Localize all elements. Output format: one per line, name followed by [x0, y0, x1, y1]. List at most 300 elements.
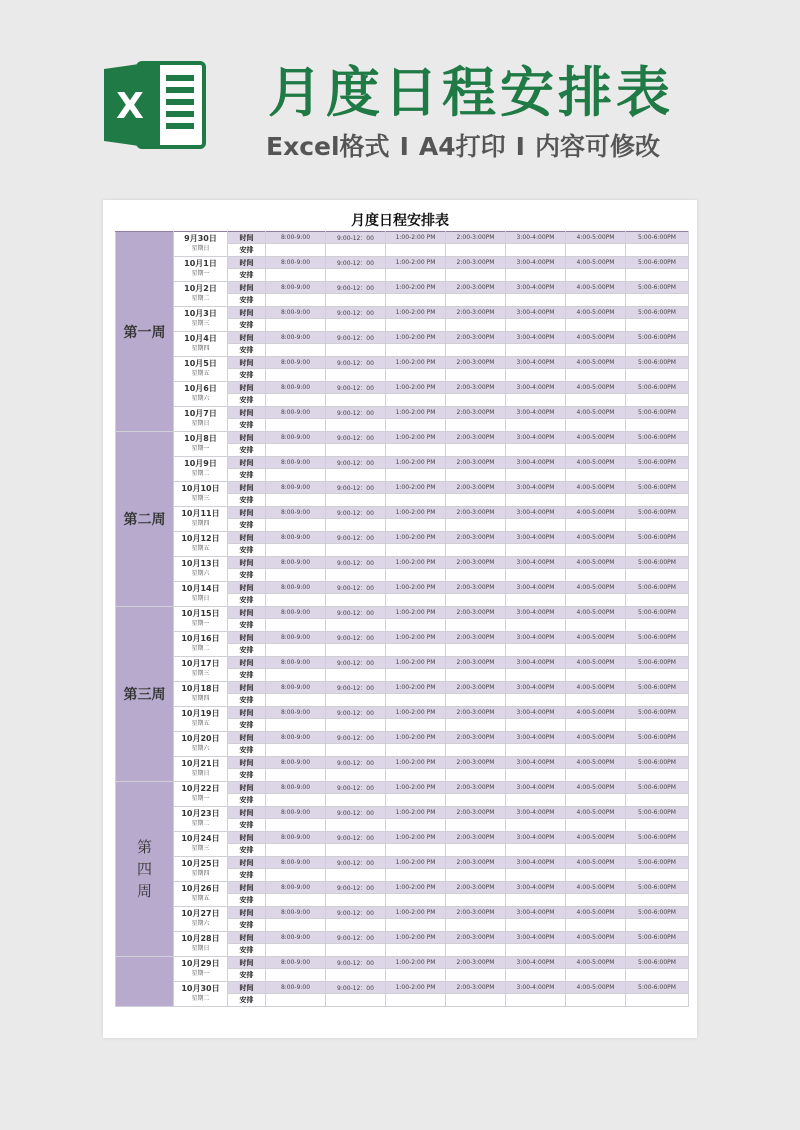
- plan-cell[interactable]: [626, 694, 689, 707]
- plan-cell[interactable]: [446, 319, 506, 332]
- plan-cell[interactable]: [326, 569, 386, 582]
- plan-cell[interactable]: [326, 269, 386, 282]
- plan-cell[interactable]: [506, 594, 566, 607]
- plan-cell[interactable]: [566, 769, 626, 782]
- time-slot-cell: 1:00-2:00 PM: [386, 357, 446, 369]
- plan-cell[interactable]: [506, 344, 566, 357]
- time-slot-cell: 5:00-6:00PM: [626, 307, 689, 319]
- plan-cell[interactable]: [386, 494, 446, 507]
- date-cell: [174, 357, 228, 382]
- plan-cell[interactable]: [446, 769, 506, 782]
- time-slot-cell: 5:00-6:00PM: [626, 832, 689, 844]
- plan-cell[interactable]: [266, 944, 326, 957]
- plan-cell[interactable]: [566, 794, 626, 807]
- plan-cell[interactable]: [266, 994, 326, 1007]
- date-text: 10月13日: [181, 559, 220, 568]
- plan-cell[interactable]: [506, 969, 566, 982]
- plan-cell[interactable]: [326, 994, 386, 1007]
- plan-cell[interactable]: [446, 294, 506, 307]
- time-label: 时间: [228, 882, 266, 894]
- time-slot-cell: 9:00-12：00: [326, 682, 386, 694]
- plan-cell[interactable]: [626, 644, 689, 657]
- plan-cell[interactable]: [566, 344, 626, 357]
- plan-cell[interactable]: [626, 394, 689, 407]
- time-slot-cell: 1:00-2:00 PM: [386, 282, 446, 294]
- plan-cell[interactable]: [386, 544, 446, 557]
- weekday-text: 星期五: [191, 720, 210, 727]
- time-slot-cell: 4:00-5:00PM: [566, 707, 626, 719]
- plan-cell[interactable]: [566, 294, 626, 307]
- plan-cell[interactable]: [266, 644, 326, 657]
- plan-cell[interactable]: [626, 344, 689, 357]
- time-label: 时间: [228, 807, 266, 819]
- time-slot-cell: 9:00-12：00: [326, 357, 386, 369]
- date-cell: [174, 682, 228, 707]
- weekday-text: 星期二: [191, 820, 210, 827]
- time-slot-cell: 2:00-3:00PM: [446, 232, 506, 244]
- time-slot-cell: 1:00-2:00 PM: [386, 732, 446, 744]
- time-slot-cell: 3:00-4:00PM: [506, 257, 566, 269]
- plan-cell[interactable]: [386, 394, 446, 407]
- weekday-text: 星期三: [191, 670, 210, 677]
- plan-cell[interactable]: [386, 594, 446, 607]
- plan-cell[interactable]: [626, 444, 689, 457]
- time-slot-cell: 8:00-9:00: [266, 507, 326, 519]
- plan-cell[interactable]: [266, 294, 326, 307]
- plan-cell[interactable]: [326, 644, 386, 657]
- plan-cell[interactable]: [386, 344, 446, 357]
- time-slot-cell: 2:00-3:00PM: [446, 907, 506, 919]
- time-label: 时间: [228, 582, 266, 594]
- plan-cell[interactable]: [446, 444, 506, 457]
- plan-cell[interactable]: [446, 794, 506, 807]
- time-label: 时间: [228, 932, 266, 944]
- plan-cell[interactable]: [626, 994, 689, 1007]
- plan-cell[interactable]: [566, 869, 626, 882]
- plan-cell[interactable]: [626, 894, 689, 907]
- date-cell: [174, 307, 228, 332]
- plan-cell[interactable]: [326, 469, 386, 482]
- time-slot-cell: 9:00-12：00: [326, 407, 386, 419]
- plan-cell[interactable]: [326, 719, 386, 732]
- plan-cell[interactable]: [626, 469, 689, 482]
- plan-cell[interactable]: [326, 919, 386, 932]
- plan-cell[interactable]: [266, 519, 326, 532]
- plan-cell[interactable]: [266, 544, 326, 557]
- plan-cell[interactable]: [626, 594, 689, 607]
- plan-cell[interactable]: [506, 944, 566, 957]
- time-slot-cell: 5:00-6:00PM: [626, 932, 689, 944]
- plan-cell[interactable]: [386, 994, 446, 1007]
- plan-cell[interactable]: [326, 519, 386, 532]
- plan-cell[interactable]: [626, 794, 689, 807]
- plan-cell[interactable]: [446, 719, 506, 732]
- plan-cell[interactable]: [266, 969, 326, 982]
- plan-cell[interactable]: [446, 494, 506, 507]
- time-row: [116, 507, 689, 519]
- plan-cell[interactable]: [386, 469, 446, 482]
- plan-cell[interactable]: [266, 719, 326, 732]
- time-slot-cell: 5:00-6:00PM: [626, 757, 689, 769]
- plan-cell[interactable]: [446, 819, 506, 832]
- plan-cell[interactable]: [566, 744, 626, 757]
- time-slot-cell: 2:00-3:00PM: [446, 757, 506, 769]
- plan-cell[interactable]: [626, 544, 689, 557]
- plan-cell[interactable]: [326, 244, 386, 257]
- plan-cell[interactable]: [266, 894, 326, 907]
- plan-cell[interactable]: [566, 469, 626, 482]
- plan-cell[interactable]: [506, 994, 566, 1007]
- plan-cell[interactable]: [626, 269, 689, 282]
- plan-cell[interactable]: [386, 944, 446, 957]
- plan-cell[interactable]: [626, 319, 689, 332]
- time-slot-cell: 8:00-9:00: [266, 257, 326, 269]
- plan-cell[interactable]: [506, 719, 566, 732]
- plan-cell[interactable]: [566, 844, 626, 857]
- date-text: 10月28日: [181, 934, 220, 943]
- date-cell: [174, 732, 228, 757]
- time-slot-cell: 4:00-5:00PM: [566, 357, 626, 369]
- plan-cell[interactable]: [506, 669, 566, 682]
- plan-cell[interactable]: [626, 369, 689, 382]
- plan-cell[interactable]: [386, 319, 446, 332]
- plan-cell[interactable]: [386, 819, 446, 832]
- logo-letter: X: [116, 86, 144, 127]
- plan-cell[interactable]: [566, 394, 626, 407]
- plan-cell[interactable]: [446, 394, 506, 407]
- plan-cell[interactable]: [626, 744, 689, 757]
- time-slot-cell: 9:00-12：00: [326, 757, 386, 769]
- plan-cell[interactable]: [626, 869, 689, 882]
- plan-cell[interactable]: [386, 894, 446, 907]
- plan-cell[interactable]: [266, 844, 326, 857]
- plan-cell[interactable]: [446, 469, 506, 482]
- plan-cell[interactable]: [386, 969, 446, 982]
- plan-cell[interactable]: [446, 619, 506, 632]
- plan-cell[interactable]: [386, 619, 446, 632]
- plan-cell[interactable]: [326, 294, 386, 307]
- plan-cell[interactable]: [266, 569, 326, 582]
- plan-cell[interactable]: [386, 694, 446, 707]
- plan-cell[interactable]: [566, 944, 626, 957]
- plan-cell[interactable]: [266, 319, 326, 332]
- plan-cell[interactable]: [386, 569, 446, 582]
- plan-cell[interactable]: [626, 844, 689, 857]
- plan-cell[interactable]: [266, 469, 326, 482]
- plan-cell[interactable]: [386, 519, 446, 532]
- plan-cell[interactable]: [626, 944, 689, 957]
- plan-cell[interactable]: [446, 269, 506, 282]
- plan-cell[interactable]: [386, 369, 446, 382]
- plan-cell[interactable]: [506, 744, 566, 757]
- time-slot-cell: 3:00-4:00PM: [506, 707, 566, 719]
- date-text: 10月23日: [181, 809, 220, 818]
- plan-cell[interactable]: [446, 669, 506, 682]
- plan-cell[interactable]: [386, 769, 446, 782]
- plan-cell[interactable]: [506, 294, 566, 307]
- time-slot-cell: 5:00-6:00PM: [626, 257, 689, 269]
- plan-cell[interactable]: [386, 919, 446, 932]
- plan-cell[interactable]: [446, 844, 506, 857]
- plan-cell[interactable]: [266, 769, 326, 782]
- plan-cell[interactable]: [626, 494, 689, 507]
- plan-cell[interactable]: [506, 619, 566, 632]
- plan-cell[interactable]: [326, 369, 386, 382]
- time-slot-cell: 9:00-12：00: [326, 782, 386, 794]
- plan-cell[interactable]: [446, 644, 506, 657]
- date-text: 10月6日: [184, 384, 217, 393]
- plan-cell[interactable]: [566, 919, 626, 932]
- plan-cell[interactable]: [326, 669, 386, 682]
- plan-cell[interactable]: [566, 369, 626, 382]
- plan-cell[interactable]: [626, 619, 689, 632]
- plan-cell[interactable]: [506, 919, 566, 932]
- plan-cell[interactable]: [386, 294, 446, 307]
- time-label: 时间: [228, 457, 266, 469]
- plan-cell[interactable]: [326, 819, 386, 832]
- plan-cell[interactable]: [386, 719, 446, 732]
- plan-cell[interactable]: [506, 469, 566, 482]
- time-row: [116, 307, 689, 319]
- plan-cell[interactable]: [506, 394, 566, 407]
- plan-cell[interactable]: [266, 244, 326, 257]
- time-slot-cell: 2:00-3:00PM: [446, 332, 506, 344]
- plan-cell[interactable]: [566, 494, 626, 507]
- plan-cell[interactable]: [626, 669, 689, 682]
- plan-cell[interactable]: [626, 519, 689, 532]
- date-cell: [174, 282, 228, 307]
- plan-cell[interactable]: [566, 544, 626, 557]
- plan-cell[interactable]: [566, 319, 626, 332]
- plan-cell[interactable]: [326, 619, 386, 632]
- plan-cell[interactable]: [326, 869, 386, 882]
- date-text: 10月3日: [184, 309, 217, 318]
- time-slot-cell: 1:00-2:00 PM: [386, 382, 446, 394]
- time-slot-cell: 9:00-12：00: [326, 457, 386, 469]
- plan-cell[interactable]: [266, 419, 326, 432]
- plan-cell[interactable]: [506, 269, 566, 282]
- plan-cell[interactable]: [626, 244, 689, 257]
- plan-cell[interactable]: [386, 744, 446, 757]
- plan-cell[interactable]: [626, 769, 689, 782]
- plan-cell[interactable]: [326, 344, 386, 357]
- plan-cell[interactable]: [506, 244, 566, 257]
- plan-cell[interactable]: [446, 419, 506, 432]
- plan-cell[interactable]: [446, 544, 506, 557]
- date-text: 10月8日: [184, 434, 217, 443]
- plan-cell[interactable]: [506, 894, 566, 907]
- plan-cell[interactable]: [446, 994, 506, 1007]
- time-row: [116, 482, 689, 494]
- plan-cell[interactable]: [446, 894, 506, 907]
- plan-cell[interactable]: [626, 719, 689, 732]
- plan-cell[interactable]: [386, 444, 446, 457]
- plan-cell[interactable]: [566, 969, 626, 982]
- time-slot-cell: 8:00-9:00: [266, 282, 326, 294]
- time-slot-cell: 5:00-6:00PM: [626, 632, 689, 644]
- plan-cell[interactable]: [326, 594, 386, 607]
- time-label: 时间: [228, 607, 266, 619]
- plan-cell[interactable]: [506, 569, 566, 582]
- plan-cell[interactable]: [626, 569, 689, 582]
- plan-cell[interactable]: [326, 319, 386, 332]
- plan-cell[interactable]: [326, 944, 386, 957]
- plan-cell[interactable]: [626, 819, 689, 832]
- plan-cell[interactable]: [266, 694, 326, 707]
- time-slot-cell: 5:00-6:00PM: [626, 332, 689, 344]
- plan-cell[interactable]: [386, 419, 446, 432]
- plan-cell[interactable]: [626, 919, 689, 932]
- plan-cell[interactable]: [506, 769, 566, 782]
- plan-cell[interactable]: [446, 744, 506, 757]
- plan-cell[interactable]: [326, 794, 386, 807]
- plan-cell[interactable]: [326, 744, 386, 757]
- plan-cell[interactable]: [626, 969, 689, 982]
- week-label-cell: [116, 782, 174, 957]
- plan-cell[interactable]: [506, 794, 566, 807]
- plan-cell[interactable]: [266, 369, 326, 382]
- plan-cell[interactable]: [386, 244, 446, 257]
- plan-cell[interactable]: [266, 269, 326, 282]
- plan-cell[interactable]: [566, 994, 626, 1007]
- plan-cell[interactable]: [326, 444, 386, 457]
- plan-cell[interactable]: [266, 869, 326, 882]
- time-slot-cell: 8:00-9:00: [266, 457, 326, 469]
- plan-cell[interactable]: [446, 519, 506, 532]
- plan-cell[interactable]: [326, 894, 386, 907]
- plan-label: 安排: [228, 444, 266, 457]
- plan-cell[interactable]: [326, 694, 386, 707]
- time-row: [116, 407, 689, 419]
- plan-cell[interactable]: [326, 494, 386, 507]
- time-slot-cell: 4:00-5:00PM: [566, 582, 626, 594]
- date-cell: [174, 932, 228, 957]
- plan-cell[interactable]: [446, 969, 506, 982]
- plan-cell[interactable]: [326, 769, 386, 782]
- date-text: 10月11日: [181, 509, 220, 518]
- plan-cell[interactable]: [446, 694, 506, 707]
- plan-cell[interactable]: [266, 394, 326, 407]
- plan-cell[interactable]: [326, 419, 386, 432]
- plan-cell[interactable]: [386, 869, 446, 882]
- plan-cell[interactable]: [266, 744, 326, 757]
- date-cell: [174, 632, 228, 657]
- plan-cell[interactable]: [566, 719, 626, 732]
- plan-cell[interactable]: [266, 919, 326, 932]
- plan-cell[interactable]: [566, 644, 626, 657]
- plan-cell[interactable]: [566, 619, 626, 632]
- plan-cell[interactable]: [326, 844, 386, 857]
- plan-cell[interactable]: [386, 844, 446, 857]
- time-slot-cell: 3:00-4:00PM: [506, 857, 566, 869]
- plan-label: 安排: [228, 919, 266, 932]
- plan-cell[interactable]: [566, 819, 626, 832]
- time-slot-cell: 3:00-4:00PM: [506, 232, 566, 244]
- plan-cell[interactable]: [386, 644, 446, 657]
- plan-cell[interactable]: [266, 494, 326, 507]
- time-slot-cell: 9:00-12：00: [326, 257, 386, 269]
- plan-cell[interactable]: [506, 519, 566, 532]
- plan-cell[interactable]: [446, 244, 506, 257]
- time-label: 时间: [228, 657, 266, 669]
- plan-cell[interactable]: [506, 319, 566, 332]
- plan-cell[interactable]: [266, 619, 326, 632]
- plan-cell[interactable]: [566, 569, 626, 582]
- plan-cell[interactable]: [626, 419, 689, 432]
- plan-label: 安排: [228, 544, 266, 557]
- plan-cell[interactable]: [506, 369, 566, 382]
- time-slot-cell: 4:00-5:00PM: [566, 782, 626, 794]
- time-slot-cell: 4:00-5:00PM: [566, 407, 626, 419]
- plan-cell[interactable]: [386, 269, 446, 282]
- plan-cell[interactable]: [566, 419, 626, 432]
- plan-cell[interactable]: [386, 669, 446, 682]
- plan-cell[interactable]: [446, 944, 506, 957]
- plan-cell[interactable]: [506, 644, 566, 657]
- plan-cell[interactable]: [566, 269, 626, 282]
- time-slot-cell: 9:00-12：00: [326, 607, 386, 619]
- plan-cell[interactable]: [326, 544, 386, 557]
- time-label: 时间: [228, 982, 266, 994]
- time-slot-cell: 4:00-5:00PM: [566, 507, 626, 519]
- plan-cell[interactable]: [386, 794, 446, 807]
- plan-label: 安排: [228, 669, 266, 682]
- plan-cell[interactable]: [506, 869, 566, 882]
- plan-cell[interactable]: [506, 494, 566, 507]
- plan-cell[interactable]: [506, 419, 566, 432]
- plan-cell[interactable]: [626, 294, 689, 307]
- plan-cell[interactable]: [266, 594, 326, 607]
- plan-cell[interactable]: [446, 919, 506, 932]
- plan-cell[interactable]: [446, 869, 506, 882]
- time-slot-cell: 2:00-3:00PM: [446, 882, 506, 894]
- plan-cell[interactable]: [566, 594, 626, 607]
- plan-cell[interactable]: [566, 244, 626, 257]
- plan-cell[interactable]: [266, 794, 326, 807]
- time-row: [116, 832, 689, 844]
- plan-cell[interactable]: [446, 344, 506, 357]
- plan-cell[interactable]: [326, 394, 386, 407]
- time-row: [116, 382, 689, 394]
- plan-cell[interactable]: [266, 344, 326, 357]
- plan-cell[interactable]: [566, 444, 626, 457]
- plan-cell[interactable]: [566, 519, 626, 532]
- plan-cell[interactable]: [566, 669, 626, 682]
- time-slot-cell: 8:00-9:00: [266, 557, 326, 569]
- time-slot-cell: 1:00-2:00 PM: [386, 782, 446, 794]
- time-slot-cell: 4:00-5:00PM: [566, 457, 626, 469]
- plan-cell[interactable]: [446, 569, 506, 582]
- plan-cell[interactable]: [566, 694, 626, 707]
- plan-cell[interactable]: [506, 844, 566, 857]
- time-slot-cell: 1:00-2:00 PM: [386, 657, 446, 669]
- plan-cell[interactable]: [506, 444, 566, 457]
- time-slot-cell: 2:00-3:00PM: [446, 382, 506, 394]
- plan-cell[interactable]: [326, 969, 386, 982]
- plan-cell[interactable]: [446, 369, 506, 382]
- time-slot-cell: 2:00-3:00PM: [446, 282, 506, 294]
- plan-cell[interactable]: [566, 894, 626, 907]
- plan-cell[interactable]: [506, 544, 566, 557]
- plan-cell[interactable]: [266, 444, 326, 457]
- time-slot-cell: 2:00-3:00PM: [446, 532, 506, 544]
- plan-cell[interactable]: [506, 694, 566, 707]
- date-text: 10月18日: [181, 684, 220, 693]
- plan-cell[interactable]: [446, 594, 506, 607]
- plan-cell[interactable]: [506, 819, 566, 832]
- plan-cell[interactable]: [266, 819, 326, 832]
- plan-cell[interactable]: [266, 669, 326, 682]
